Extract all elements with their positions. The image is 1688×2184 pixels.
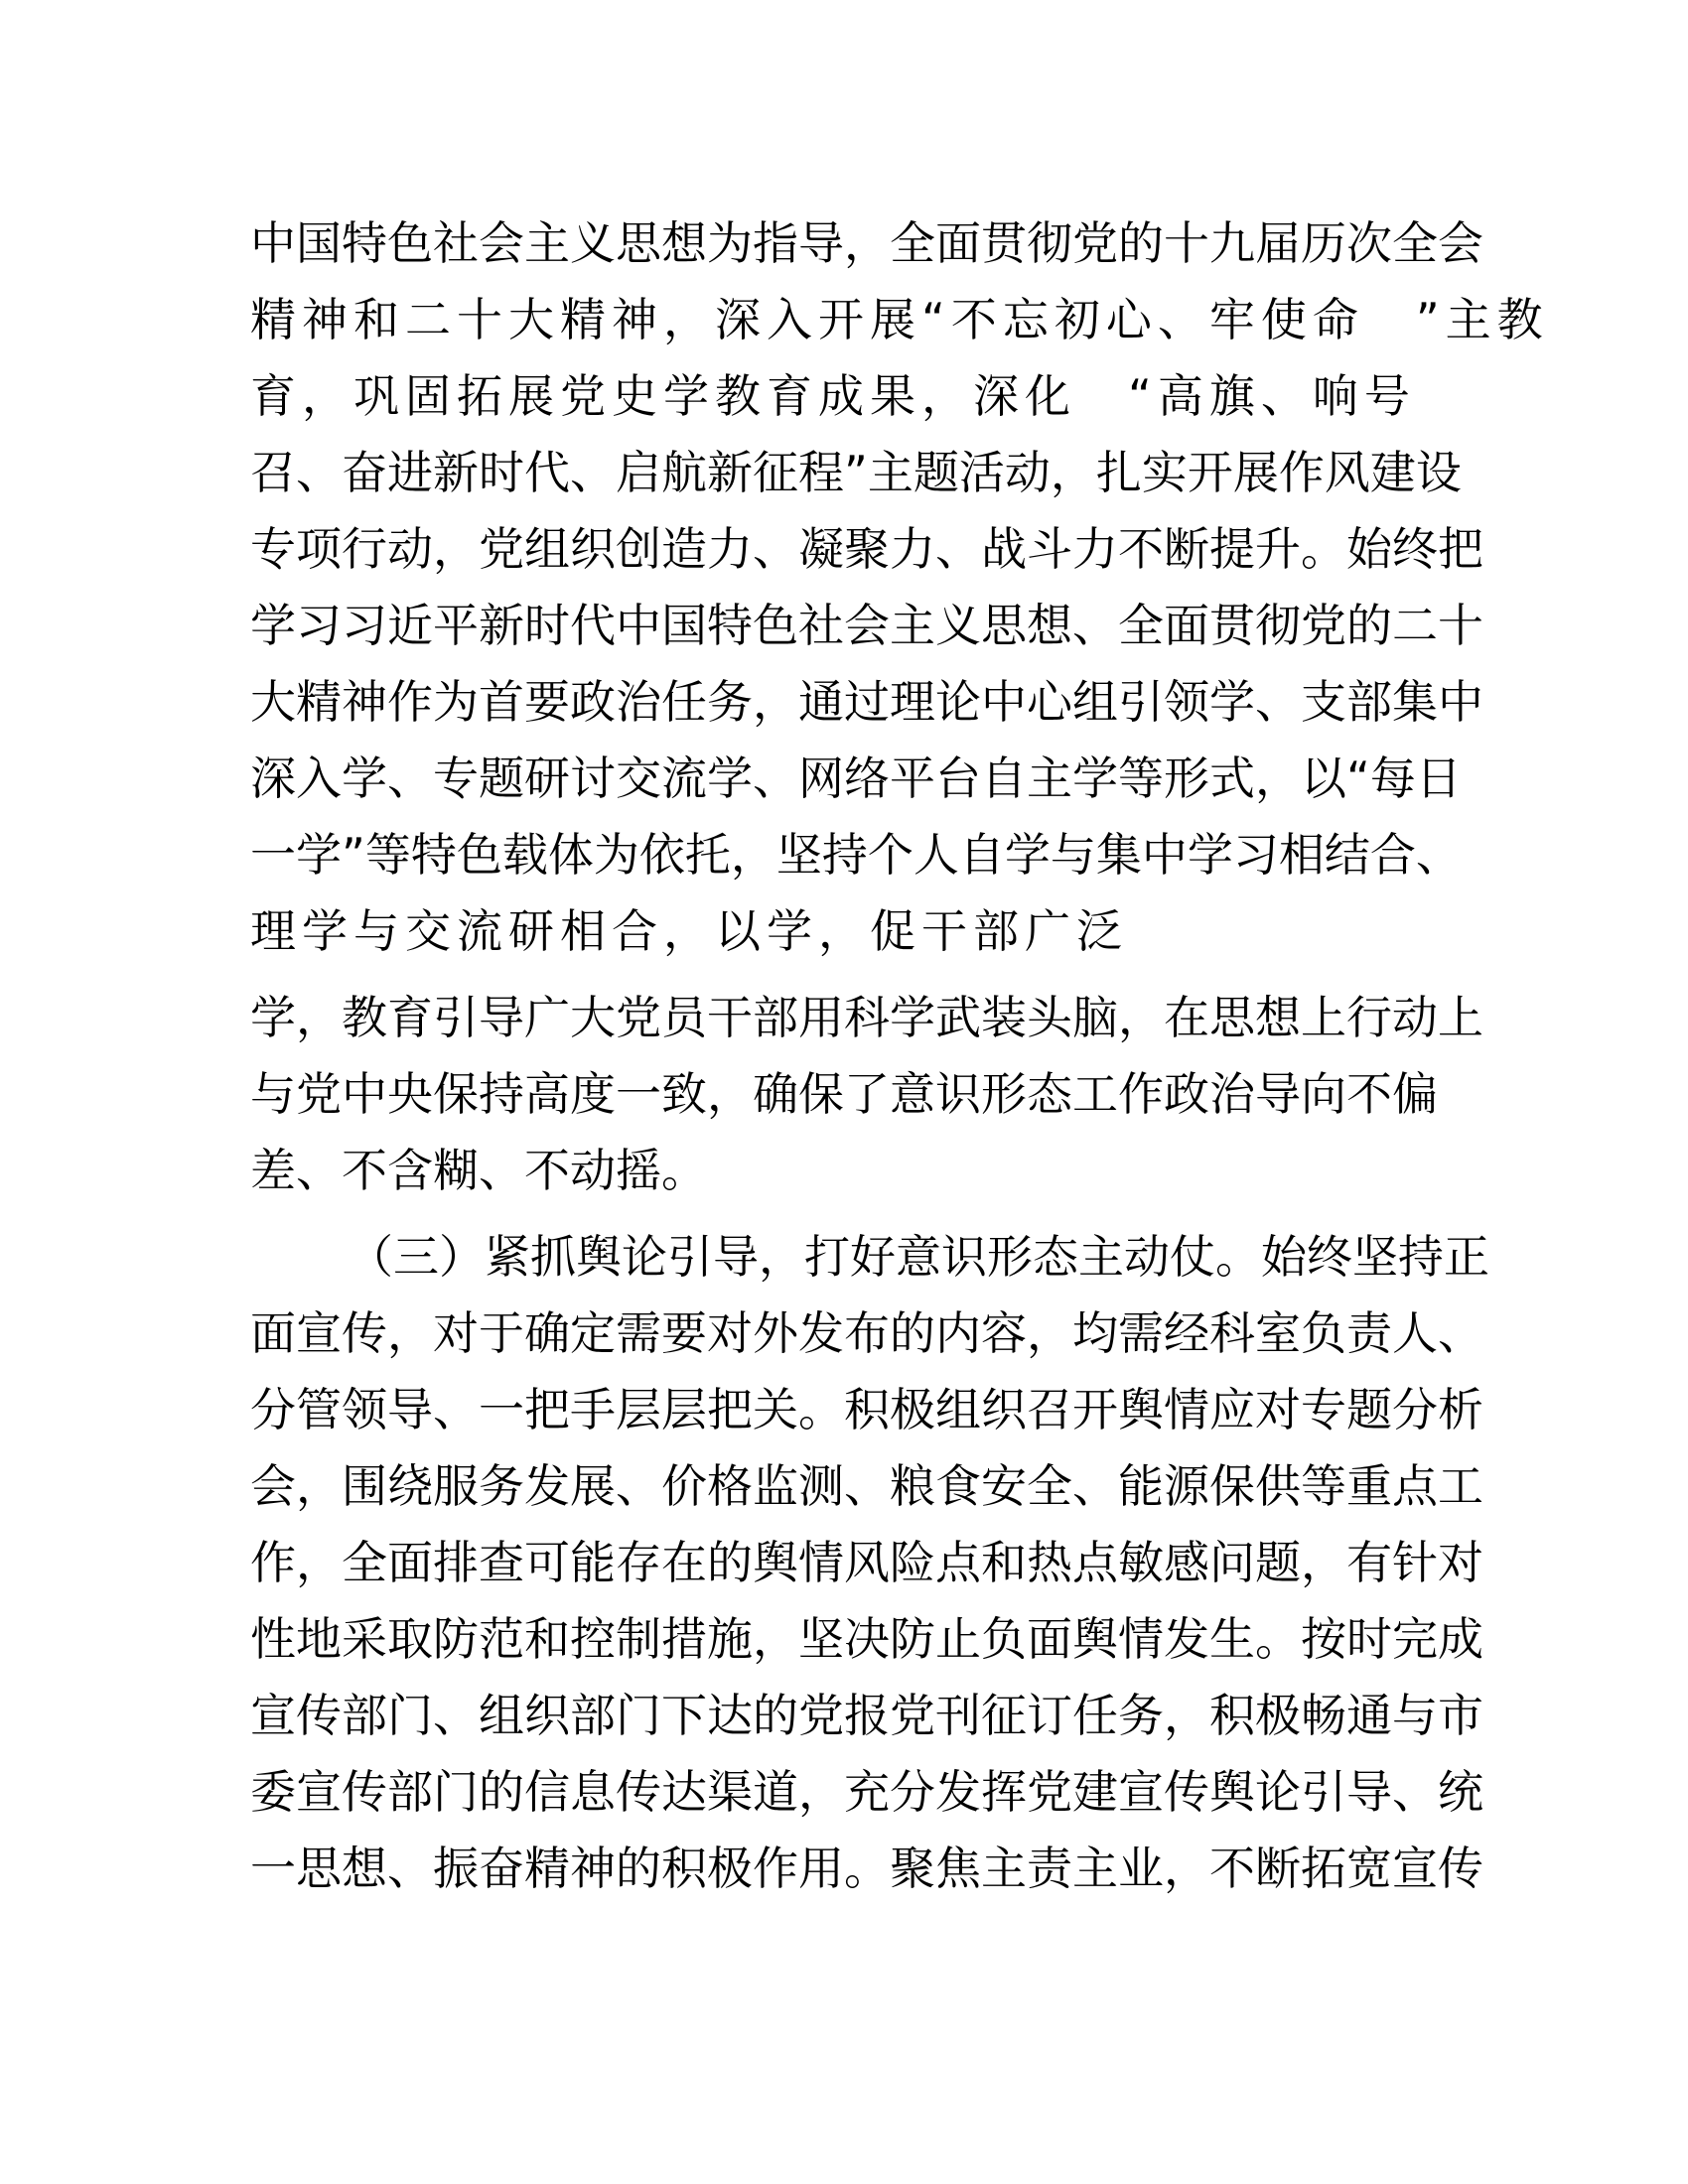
text-line: 作，全面排查可能存在的舆情风险点和热点敏感问题，有针对	[250, 1536, 1483, 1589]
text-line: 会，围绕服务发展、价格监测、粮食安全、能源保供等重点工	[250, 1459, 1483, 1513]
text-line: 理学与交流研相合，以学，促干部广泛	[250, 904, 1128, 958]
text-line: 学习习近平新时代中国特色社会主义思想、全面贯彻党的二十	[250, 599, 1483, 652]
text-line: 精神和二十大精神，深入开展“不忘初心、牢使命 ”主教	[250, 293, 1549, 346]
text-line: 育，巩固拓展党史学教育成果，深化 “高旗、响号	[250, 369, 1416, 423]
text-line: 一思想、振奋精神的积极作用。聚焦主责主业，不断拓宽宣传	[250, 1842, 1483, 1895]
text-line: 面宣传，对于确定需要对外发布的内容，均需经科室负责人、	[250, 1306, 1483, 1360]
text-line: 一学”等特色载体为依托，坚持个人自学与集中学习相结合、	[250, 828, 1462, 882]
text-line: 分管领导、一把手层层把关。积极组织召开舆情应对专题分析	[250, 1383, 1483, 1436]
text-line: 性地采取防范和控制措施，坚决防止负面舆情发生。按时完成	[250, 1612, 1483, 1666]
text-line: 召、奋进新时代、启航新征程”主题活动，扎实开展作风建设	[250, 446, 1462, 499]
text-line: 专项行动，党组织创造力、凝聚力、战斗力不断提升。始终把	[250, 522, 1483, 576]
section-heading-line: （三）紧抓舆论引导，打好意识形态主动仗。始终坚持正	[348, 1230, 1489, 1284]
text-line: 深入学、专题研讨交流学、网络平台自主学等形式，以“每日	[250, 751, 1462, 805]
text-line: 与党中央保持高度一致，确保了意识形态工作政治导向不偏	[250, 1067, 1438, 1121]
text-line: 差、不含糊、不动摇。	[250, 1144, 707, 1197]
text-line: 学，教育引导广大党员干部用科学武装头脑，在思想上行动上	[250, 991, 1483, 1044]
text-line: 大精神作为首要政治任务，通过理论中心组引领学、支部集中	[250, 675, 1483, 729]
text-line: 中国特色社会主义思想为指导，全面贯彻党的十九届历次全会	[250, 216, 1483, 270]
text-line: 委宣传部门的信息传达渠道，充分发挥党建宣传舆论引导、统	[250, 1765, 1483, 1819]
text-line: 宣传部门、组织部门下达的党报党刊征订任务，积极畅通与市	[250, 1689, 1483, 1742]
